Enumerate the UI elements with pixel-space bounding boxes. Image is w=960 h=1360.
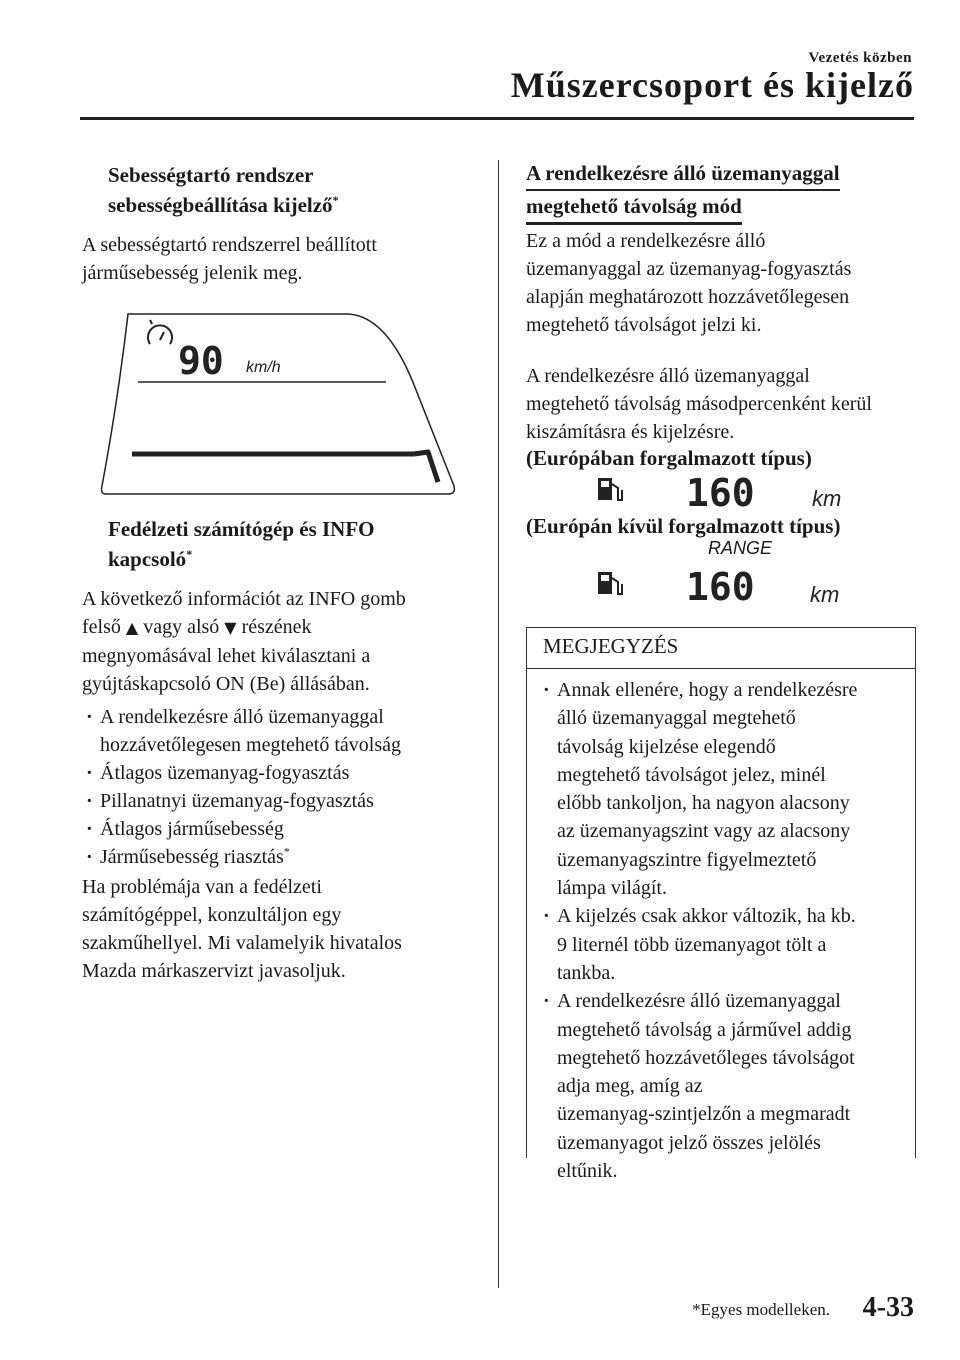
list-item: · Járműsebesség riasztás*: [82, 843, 482, 871]
info-options-list: [82, 703, 482, 871]
cruise-text: A sebességtartó rendszerrel beállított járműsebesség jelenik meg.: [82, 234, 377, 284]
cruise-display-illustration: [98, 310, 458, 500]
note-box: [526, 627, 916, 1183]
non-europe-range-value: 160: [686, 566, 755, 606]
cruise-heading: Sebességtartó rendszer sebességbeállítása kijelző*: [108, 163, 339, 217]
non-europe-label: (Európán kívül forgalmazott típus): [526, 514, 841, 538]
europe-range-unit: km: [812, 486, 842, 511]
down-triangle-icon: ▼: [224, 618, 237, 637]
range-heading: A rendelkezésre álló üzemanyaggal megtehető távolság mód: [526, 158, 926, 225]
contact-text: Ha problémája van a fedélzeti számítógéppel, konzultáljon egy szakműhellyel. Mi valamelyik hivatalos Mazda márkaszervizt javasoljuk.: [82, 876, 402, 982]
page-number: 4-33: [862, 1292, 914, 1323]
list-item: · Átlagos üzemanyag-fogyasztás: [82, 759, 482, 787]
list-item: · A rendelkezésre álló üzemanyaggal hozzávetőlegesen megtehető távolság: [82, 703, 482, 759]
note-list: [539, 676, 909, 1185]
range-word: RANGE: [708, 538, 773, 558]
list-item: · Pillanatnyi üzemanyag-fogyasztás: [82, 787, 482, 815]
non-europe-range-display: [594, 566, 854, 606]
note-header: [527, 628, 915, 669]
fuel-pump-icon: [598, 478, 622, 500]
europe-range-display: [594, 472, 854, 512]
list-item: · A rendelkezésre álló üzemanyaggal megtehető távolság a járművel addig megtehető hozzávetőleges távolságot adja meg, amíg az üzemanyag-szintjelzőn a megmaradt üzemanyagot jelző összes jelölés eltűnik.: [539, 987, 909, 1185]
column-divider: [498, 160, 499, 1288]
cruise-speed-unit: km/h: [246, 359, 281, 376]
non-europe-range-unit: km: [810, 582, 840, 606]
page-title: Műszercsoport és kijelző: [510, 65, 914, 105]
cruise-speed-value: 90: [178, 339, 224, 383]
fuel-pump-icon: [598, 572, 622, 594]
list-item: · Annak ellenére, hogy a rendelkezésre álló üzemanyaggal megtehető távolság kijelzése elegendő megtehető távolságot jelez, minél előbb tankoljon, ha nagyon alacsony az üzemanyagszint vagy az alacsony üzemanyagszintre figyelmeztető lámpa világít.: [539, 676, 909, 902]
range-text-2: A rendelkezésre álló üzemanyaggal megtehető távolság másodpercenként kerül kiszámításra és kijelzésre.: [526, 365, 872, 443]
footer-note: *Egyes modelleken.: [692, 1300, 830, 1319]
list-item: · A kijelzés csak akkor változik, ha kb. 9 liternél több üzemanyagot tölt a tankba.: [539, 902, 909, 987]
section-label: Vezetés közben: [808, 50, 912, 66]
info-text: A következő információt az INFO gomb felső ▲ vagy alsó ▼ részének megnyomásával lehet kiválasztani a gyújtáskapcsoló ON (Be) állásában.: [82, 588, 406, 695]
up-triangle-icon: ▲: [125, 618, 139, 637]
info-heading: Fedélzeti számítógép és INFO kapcsoló*: [108, 517, 375, 571]
europe-range-value: 160: [686, 472, 755, 512]
europe-label: (Európában forgalmazott típus): [526, 446, 812, 470]
header-rule: [80, 117, 914, 120]
note-title: MEGJEGYZÉS: [543, 634, 679, 658]
range-text: Ez a mód a rendelkezésre álló üzemanyaggal az üzemanyag-fogyasztás alapján meghatározott hozzávetőlegesen megtehető távolságot jelzi ki.: [526, 230, 852, 336]
list-item: · Átlagos járműsebesség: [82, 815, 482, 843]
cruise-speedometer-icon: [148, 320, 172, 344]
